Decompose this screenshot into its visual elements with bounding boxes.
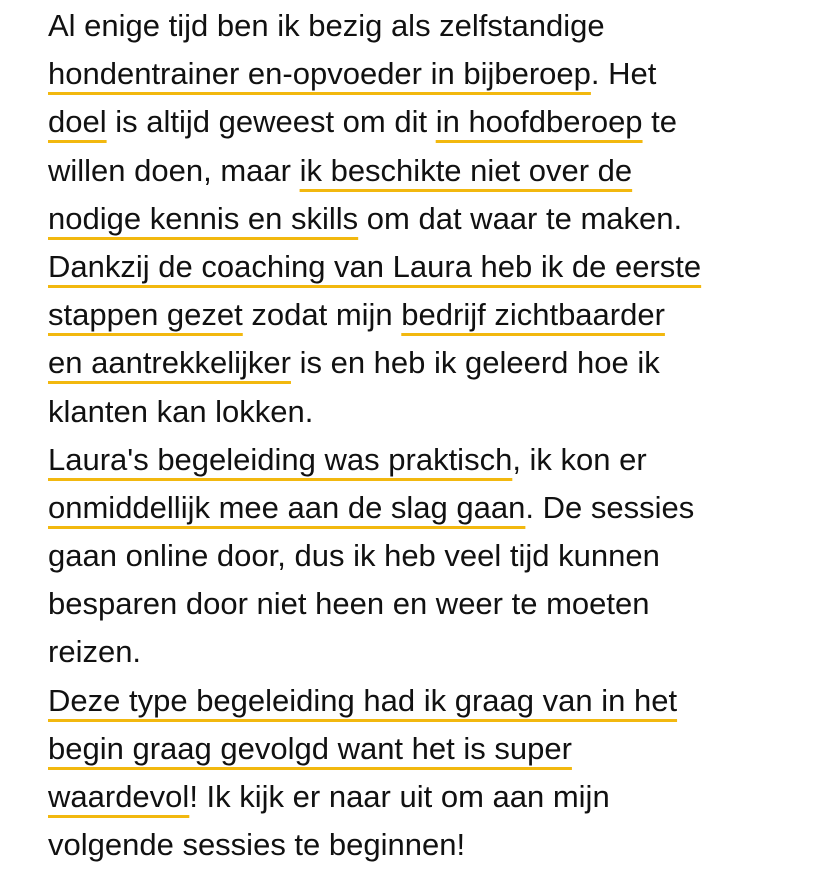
text-line: [48, 677, 818, 725]
text-segment: willen doen, maar: [48, 152, 300, 188]
text-segment: zodat mijn: [242, 297, 402, 333]
highlighted-phrase: bedrijf zichtbaarder: [401, 297, 665, 333]
text-segment: te: [642, 104, 678, 140]
text-line: [48, 821, 818, 869]
text-line: [48, 436, 818, 484]
text-segment: . De sessies: [525, 489, 695, 525]
text-line: [48, 725, 818, 773]
text-segment: ! Ik kijk er naar uit om aan mijn: [189, 779, 610, 814]
text-segment: volgende sessies te beginnen!: [48, 827, 466, 863]
text-segment: reizen.: [48, 634, 142, 670]
text-line: [48, 484, 818, 532]
highlighted-phrase: nodige kennis en skills: [48, 200, 359, 236]
text-segment: Al enige tijd ben ik bezig als zelfstandige: [48, 8, 605, 43]
text-line: [48, 291, 818, 339]
text-line: [48, 50, 818, 98]
text-line: [48, 532, 818, 580]
highlighted-phrase: doel: [48, 104, 107, 140]
highlighted-phrase: Laura's begeleiding was praktisch: [48, 441, 513, 477]
highlighted-phrase: in hoofdberoep: [435, 104, 643, 140]
highlighted-phrase: Deze type begeleiding had ik graag van in het: [48, 682, 678, 718]
text-segment: besparen door niet heen en weer te moeten: [48, 586, 650, 622]
highlighted-phrase: hondentrainer en-opvoeder in bijberoep: [48, 56, 591, 92]
text-line: [48, 147, 818, 195]
text-line: [48, 580, 818, 628]
text-segment: . Het: [590, 56, 657, 92]
text-line: [48, 388, 818, 436]
highlighted-phrase: Dankzij de coaching van Laura heb ik de eerste: [48, 248, 702, 284]
text-line: [48, 339, 818, 387]
testimonial-text: [48, 2, 818, 869]
text-line: [48, 98, 818, 146]
highlighted-phrase: begin graag gevolgd want het is super: [48, 730, 572, 766]
text-line: [48, 195, 818, 243]
text-segment: om dat waar te maken.: [358, 200, 683, 236]
text-segment: is altijd geweest om dit: [106, 104, 436, 140]
text-line: [48, 773, 818, 821]
highlighted-phrase: ik beschikte niet over de: [299, 152, 633, 188]
text-line: [48, 628, 818, 676]
highlighted-phrase: stappen gezet: [48, 297, 243, 333]
text-segment: gaan online door, dus ik heb veel tijd kunnen: [48, 538, 660, 574]
highlighted-phrase: waardevol: [48, 779, 190, 814]
highlighted-phrase: en aantrekkelijker: [48, 345, 291, 381]
text-segment: is en heb ik geleerd hoe ik: [290, 345, 660, 381]
text-segment: , ik kon er: [512, 441, 647, 477]
text-segment: klanten kan lokken.: [48, 393, 314, 429]
text-line: [48, 243, 818, 291]
text-line: [48, 2, 818, 50]
highlighted-phrase: onmiddellijk mee aan de slag gaan: [48, 489, 526, 525]
